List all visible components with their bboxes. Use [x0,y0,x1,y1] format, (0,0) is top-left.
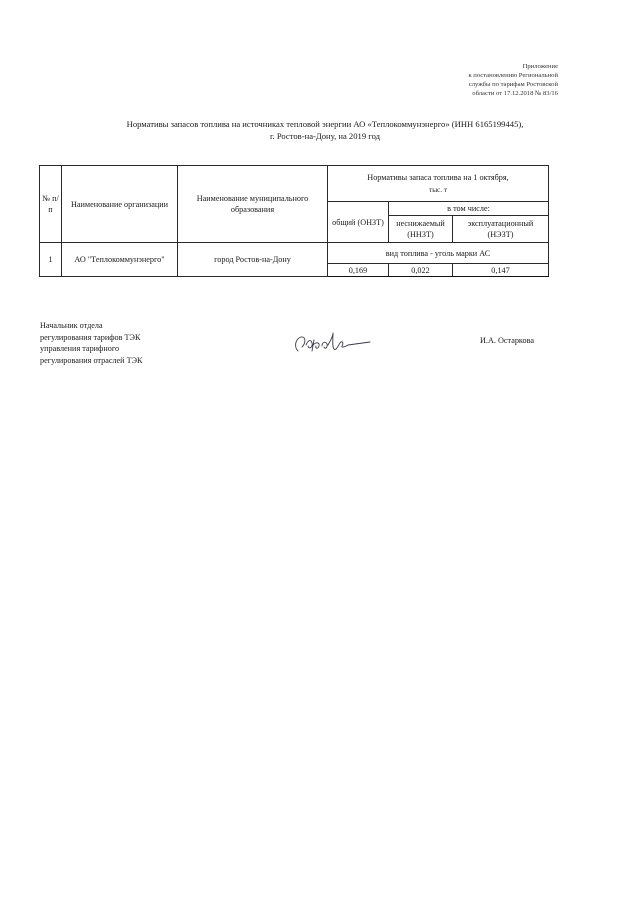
document-title [40,118,610,142]
signer-position-line: регулирования отраслей ТЭК [40,355,143,365]
signer-name: И.А. Остаркова [480,336,534,345]
value-nnzt: 0,022 [389,264,453,277]
row-organization: АО "Теплокоммунэнерго" [62,243,178,277]
row-municipality: город Ростов-на-Дону [178,243,328,277]
fuel-norms-table [39,165,549,277]
header-norm-group [328,166,549,202]
appendix-line: области от 17.12.2018 № 83/16 [472,90,558,97]
title-line-1: Нормативы запасов топлива на источниках тепловой энергии АО «Теплокоммунэнерго» (ИНН 6165199445), [126,119,524,129]
header-norm-title: Нормативы запаса топлива на 1 октября, [367,172,509,182]
signer-position-line: Начальник отдела [40,321,103,330]
appendix-line: службы по тарифам Ростовской [468,81,558,88]
signer-position-line: регулирования тарифов ТЭК [40,332,141,342]
appendix-line: к постановлению Региональной [468,72,558,79]
header-nnzt: неснижаемый (ННЗТ) [389,216,453,243]
value-onzt: 0,169 [328,264,389,277]
header-norm-unit: тыс. т [429,185,447,194]
header-total-onzt: общий (ОНЗТ) [328,202,389,243]
title-line-2: г. Ростов-на-Дону, на 2019 год [270,131,380,141]
appendix-note [358,62,558,98]
handwritten-signature [292,331,372,357]
row-fuel-type: вид топлива - уголь марки АС [328,243,549,264]
header-including: в том числе: [389,202,549,216]
appendix-line: Приложение [522,63,558,70]
signer-position [40,320,240,366]
header-number: № п/п [40,166,62,243]
value-nezt: 0,147 [453,264,549,277]
signer-position-line: управления тарифного [40,344,120,353]
table-row [40,243,549,264]
header-municipality: Наименование муниципального образования [178,166,328,243]
header-nezt: эксплуатационный (НЭЗТ) [453,216,549,243]
header-organization: Наименование организации [62,166,178,243]
row-number: 1 [40,243,62,277]
